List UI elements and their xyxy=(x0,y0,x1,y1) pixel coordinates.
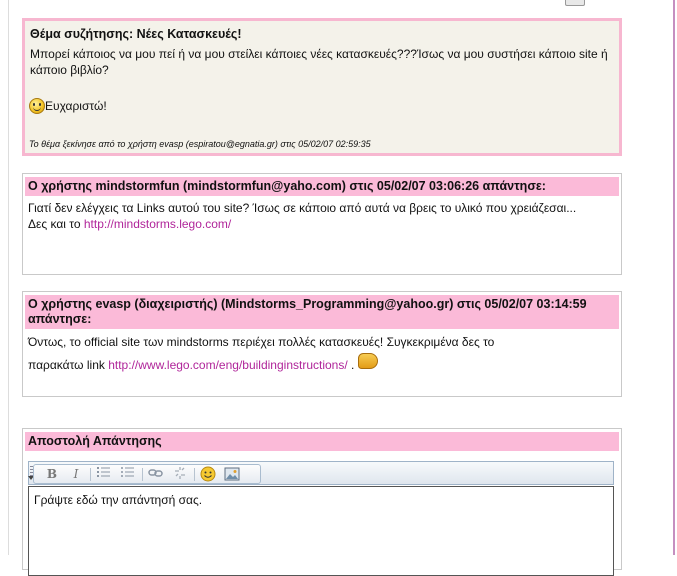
reply-text: Γιατί δεν ελέγχεις τα Links αυτού του site? Ίσως σε κάποιο από αυτά να βρεις το υλικό που χρειάζεσαι... xyxy=(28,201,577,215)
reply-link-line xyxy=(28,353,616,376)
reply-text: Όντως, το official site των mindstorms περιέχει πολλές κατασκευές! Συγκεκριμένα δες το xyxy=(28,335,495,349)
topic-thanks xyxy=(29,97,107,115)
smiley-icon xyxy=(29,98,45,114)
bold-button[interactable]: B xyxy=(46,467,58,481)
reply-link-line xyxy=(28,216,616,232)
reply-form-title: Αποστολή Απάντησης xyxy=(25,432,619,451)
toolbar-separator xyxy=(142,468,143,481)
reply-body xyxy=(23,196,621,236)
topic-box xyxy=(22,18,622,156)
topic-body: Μπορεί κάποιος να μου πεί ή να μου στείλει κάποιες νέες κατασκευές???Ίσως να μου συστήσει κάποιο site ή κάποιο βιβλίο? xyxy=(30,47,608,77)
editor-toolbar xyxy=(28,461,614,485)
reply-header: Ο χρήστης mindstormfun (mindstormfun@yaho.com) στις 05/02/07 03:06:26 απάντησε: xyxy=(25,177,619,196)
reply-link-suffix: . xyxy=(347,358,355,372)
toolbar-group xyxy=(33,464,261,484)
left-border-line xyxy=(8,0,9,555)
reply-link[interactable]: http://www.lego.com/eng/buildinginstructions/ xyxy=(108,358,348,372)
pointing-hand-icon xyxy=(358,353,378,369)
right-border-line xyxy=(673,0,675,555)
toolbar-separator xyxy=(90,468,91,481)
reply-link-prefix: παρακάτω link xyxy=(28,358,109,372)
window-button-icon[interactable] xyxy=(565,0,585,6)
reply-link-prefix: Δες και το xyxy=(28,217,84,231)
editor-placeholder-text[interactable]: Γράψτε εδώ την απάντησή σας. xyxy=(34,493,203,507)
insert-image-icon[interactable] xyxy=(224,466,240,482)
link-icon[interactable] xyxy=(148,466,164,482)
thanks-text: Ευχαριστώ! xyxy=(45,99,107,113)
italic-button[interactable]: I xyxy=(73,467,79,481)
ordered-list-icon[interactable] xyxy=(96,466,112,482)
topic-title: Θέμα συζήτησης: Νέες Κατασκευές! xyxy=(30,27,242,41)
topic-footer: Το θέμα ξεκίνησε από το χρήστη evasp (espiratou@egnatia.gr) στις 05/02/07 02:59:35 xyxy=(29,139,371,149)
unlink-icon[interactable] xyxy=(172,466,188,482)
emoticon-icon[interactable] xyxy=(200,466,216,482)
reply-2 xyxy=(22,291,622,397)
reply-editor[interactable] xyxy=(28,486,614,576)
toolbar-separator xyxy=(194,468,195,481)
reply-link[interactable]: http://mindstorms.lego.com/ xyxy=(83,217,232,231)
reply-1 xyxy=(22,173,622,275)
unordered-list-icon[interactable] xyxy=(120,466,136,482)
reply-header: Ο χρήστης evasp (διαχειριστής) (Mindstorms_Programming@yahoo.gr) στις 05/02/07 03:14:59 απάντησε: xyxy=(25,295,619,329)
reply-form xyxy=(22,428,622,570)
reply-body xyxy=(23,329,621,380)
